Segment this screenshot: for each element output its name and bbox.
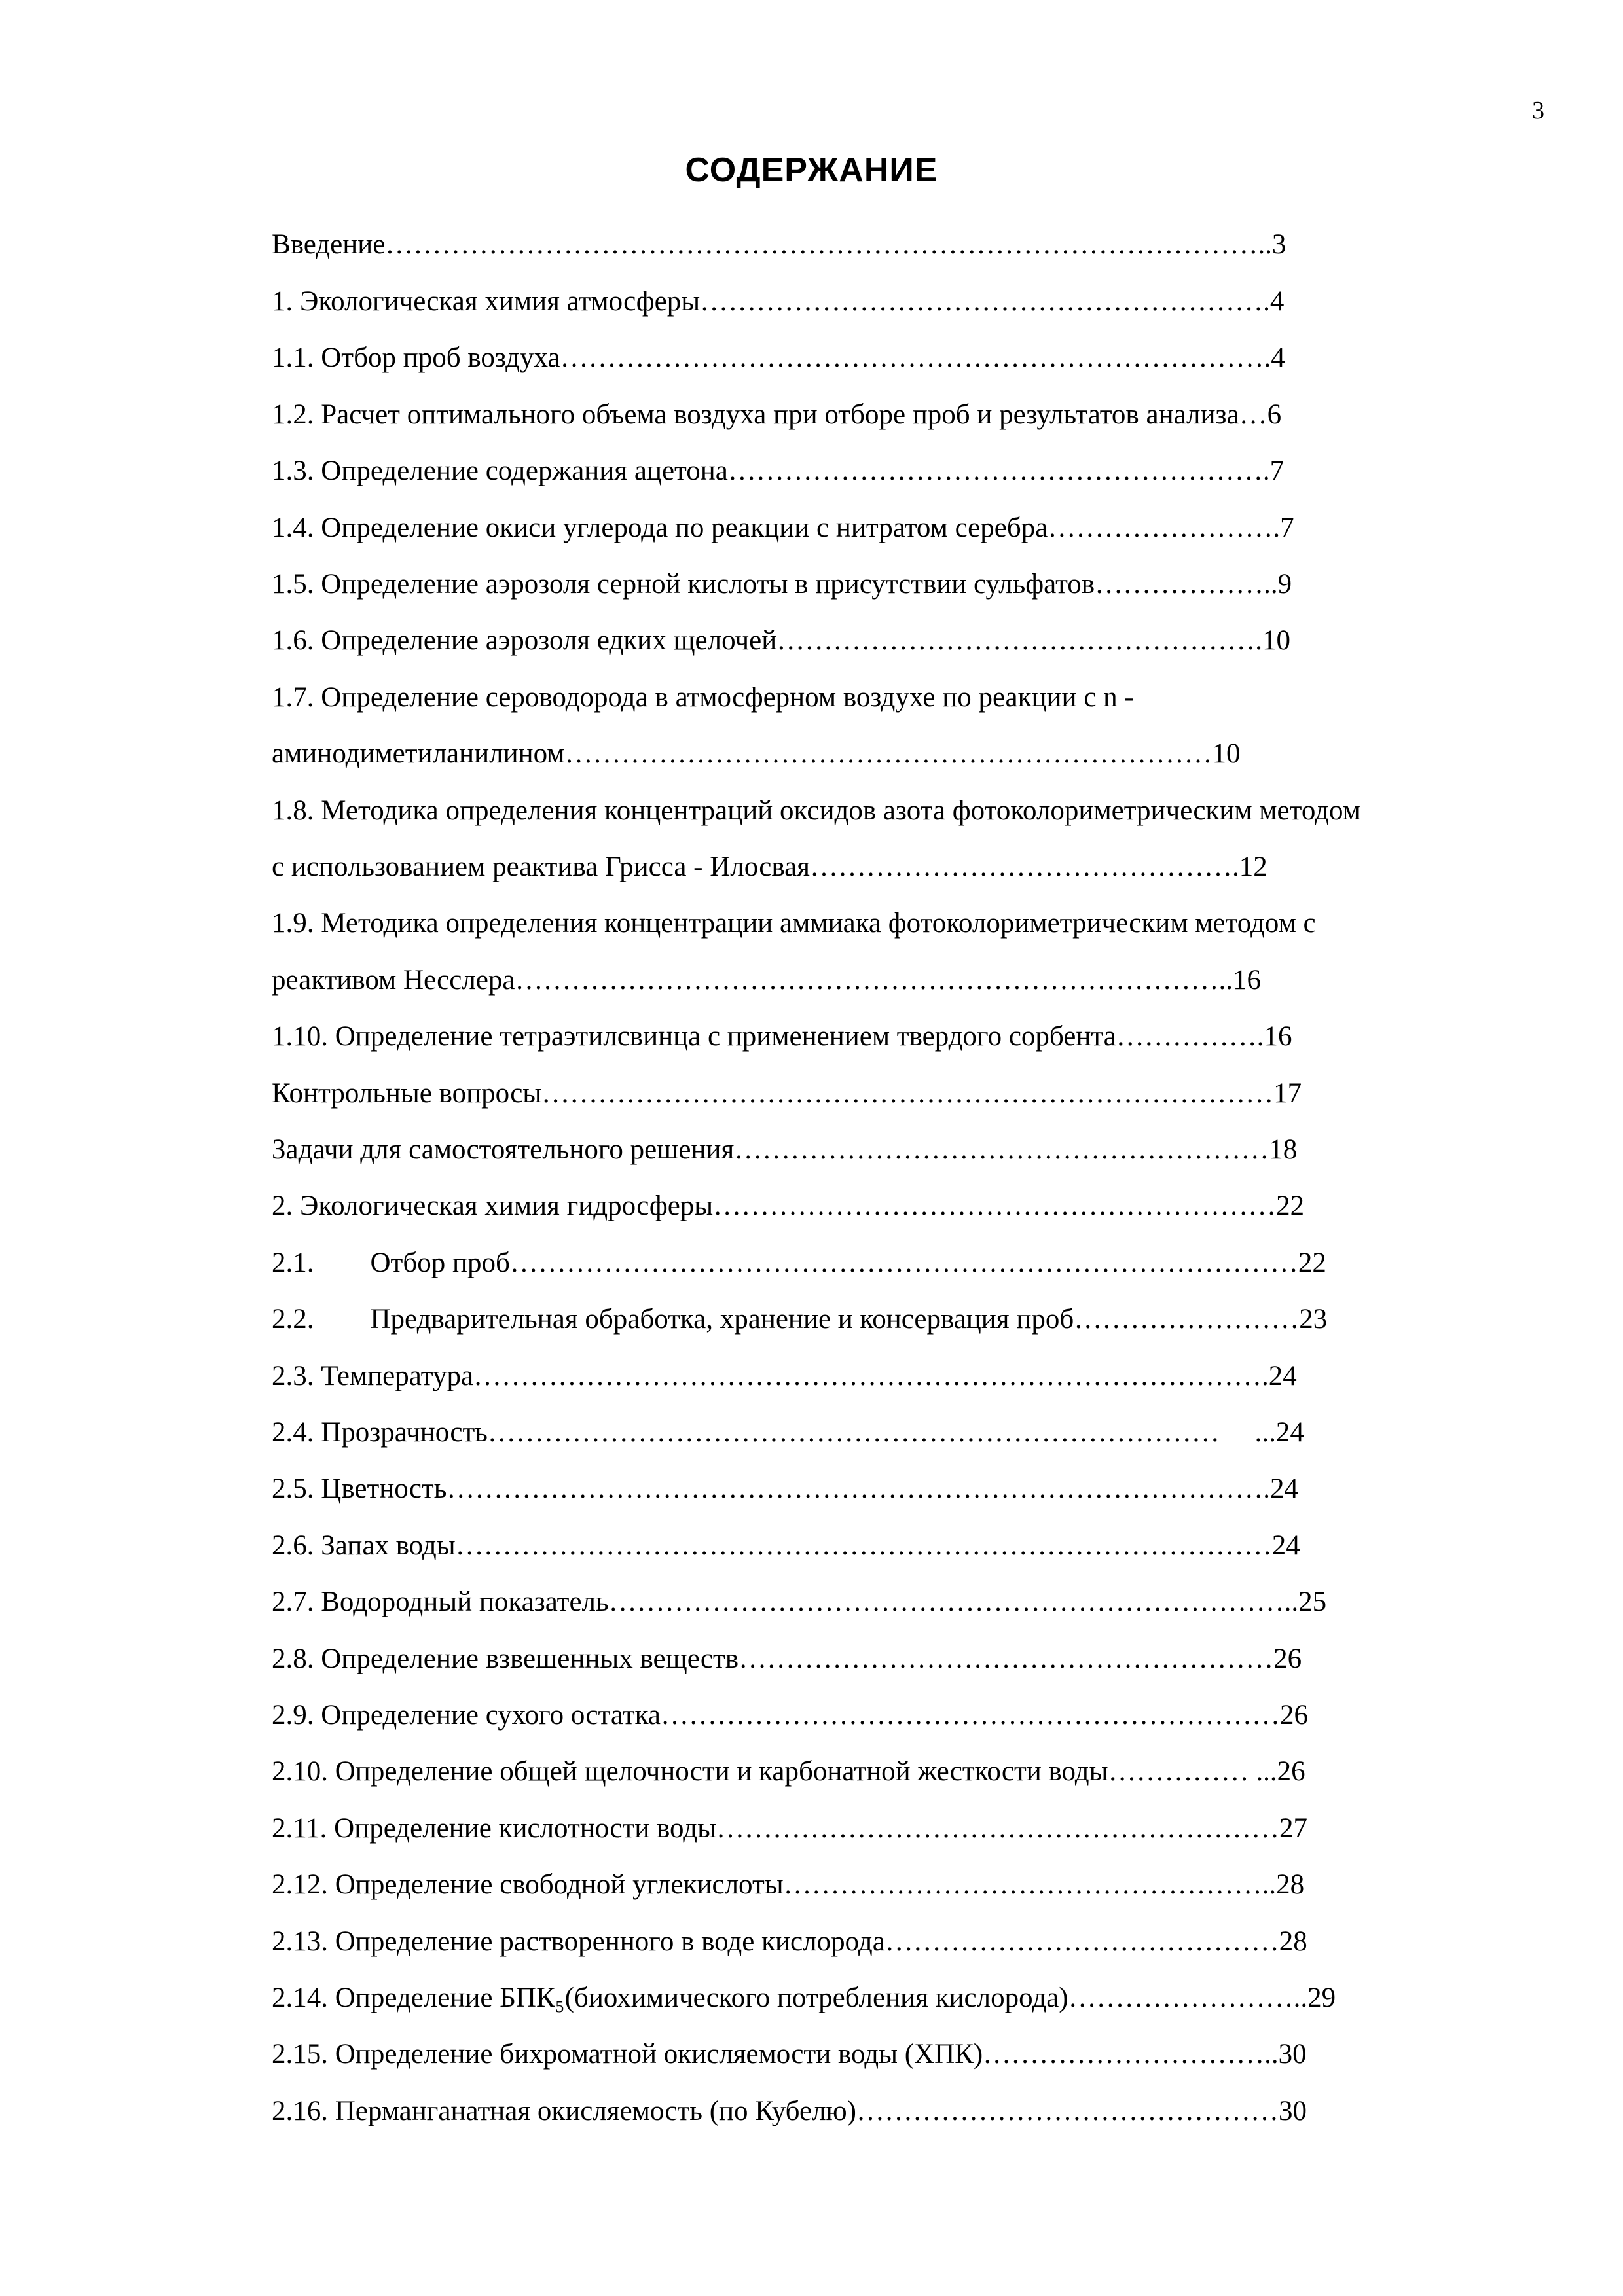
toc-entry: 2. Экологическая химия гидросферы……………………………………………………22 bbox=[272, 1191, 1305, 1221]
toc-entry: 1.5. Определение аэрозоля серной кислоты в присутствии сульфатов………………..9 bbox=[272, 569, 1292, 600]
toc-entry: 2.5. Цветность…………………………………………………………………………….24 bbox=[272, 1473, 1299, 1504]
toc-entry: 2.11. Определение кислотности воды……………………………………………………27 bbox=[272, 1813, 1308, 1844]
toc-entry: 2.7. Водородный показатель………………………………………………………………..25 bbox=[272, 1587, 1327, 1617]
toc-entry: Контрольные вопросы……………………………………………………………………17 bbox=[272, 1078, 1302, 1109]
toc-entry: с использованием реактива Грисса - Илосвая……………………………………….12 bbox=[272, 852, 1267, 882]
toc-entry: 2.2. Предварительная обработка, хранение и консервация проб……………………23 bbox=[272, 1304, 1328, 1335]
toc-entry: 1.9. Методика определения концентрации аммиака фотоколориметрическим методом с bbox=[272, 908, 1316, 939]
toc-entry: 2.8. Определение взвешенных веществ…………………………………………………26 bbox=[272, 1643, 1302, 1674]
toc-entry: аминодиметиланилином……………………………………………………………10 bbox=[272, 738, 1241, 769]
toc-entry: 2.12. Определение свободной углекислоты……………………………………………..28 bbox=[272, 1869, 1305, 1900]
toc-entry: реактивом Несслера…………………………………………………………………..16 bbox=[272, 965, 1261, 996]
toc-entry: 2.14. Определение БПК₅(биохимического потребления кислорода)……………………..29 bbox=[272, 1982, 1336, 2013]
toc-entry: Введение…………………………………………………………………………………..3 bbox=[272, 229, 1286, 260]
toc-entry: 2.15. Определение бихроматной окисляемости воды (ХПК)…………………………..30 bbox=[272, 2039, 1307, 2070]
toc-entry: 2.4. Прозрачность…………………………………………………………………… ...24 bbox=[272, 1417, 1304, 1448]
toc-entry: 1.7. Определение сероводорода в атмосферном воздухе по реакции с n - bbox=[272, 682, 1134, 713]
toc-entry: 1.8. Методика определения концентраций оксидов азота фотоколориметрическим методом bbox=[272, 795, 1360, 826]
toc-entry: 2.9. Определение сухого остатка…………………………………………………………26 bbox=[272, 1700, 1308, 1731]
toc-entry: 1.3. Определение содержания ацетона………………………………………………….7 bbox=[272, 456, 1285, 486]
toc-entry: 1. Экологическая химия атмосферы…………………………………………………….4 bbox=[272, 286, 1285, 317]
toc-entry: 2.16. Перманганатная окисляемость (по Кубелю)………………………………………30 bbox=[272, 2096, 1307, 2126]
toc-entry: 2.3. Температура………………………………………………………………………….24 bbox=[272, 1361, 1297, 1391]
page-number: 3 bbox=[1532, 97, 1544, 124]
toc-entry: 2.1. Отбор проб…………………………………………………………………………22 bbox=[272, 1247, 1326, 1278]
toc-entry: Задачи для самостоятельного решения…………………………………………………18 bbox=[272, 1134, 1298, 1165]
toc-entry: 1.10. Определение тетраэтилсвинца с применением твердого сорбента…………….16 bbox=[272, 1021, 1292, 1052]
toc-entry: 1.1. Отбор проб воздуха………………………………………………………………….4 bbox=[272, 342, 1285, 373]
toc-entry: 1.4. Определение окиси углерода по реакции с нитратом серебра…………………….7 bbox=[272, 512, 1294, 543]
toc-entry: 1.2. Расчет оптимального объема воздуха при отборе проб и результатов анализа…6 bbox=[272, 399, 1282, 430]
toc-entry: 2.13. Определение растворенного в воде кислорода……………………………………28 bbox=[272, 1926, 1307, 1957]
page-title: СОДЕРЖАНИЕ bbox=[685, 151, 938, 189]
toc-entry: 1.6. Определение аэрозоля едких щелочей…………………………………………….10 bbox=[272, 625, 1290, 656]
toc-entry: 2.10. Определение общей щелочности и карбонатной жесткости воды…………… ...26 bbox=[272, 1756, 1305, 1787]
toc-entry: 2.6. Запах воды……………………………………………………………………………24 bbox=[272, 1530, 1300, 1561]
